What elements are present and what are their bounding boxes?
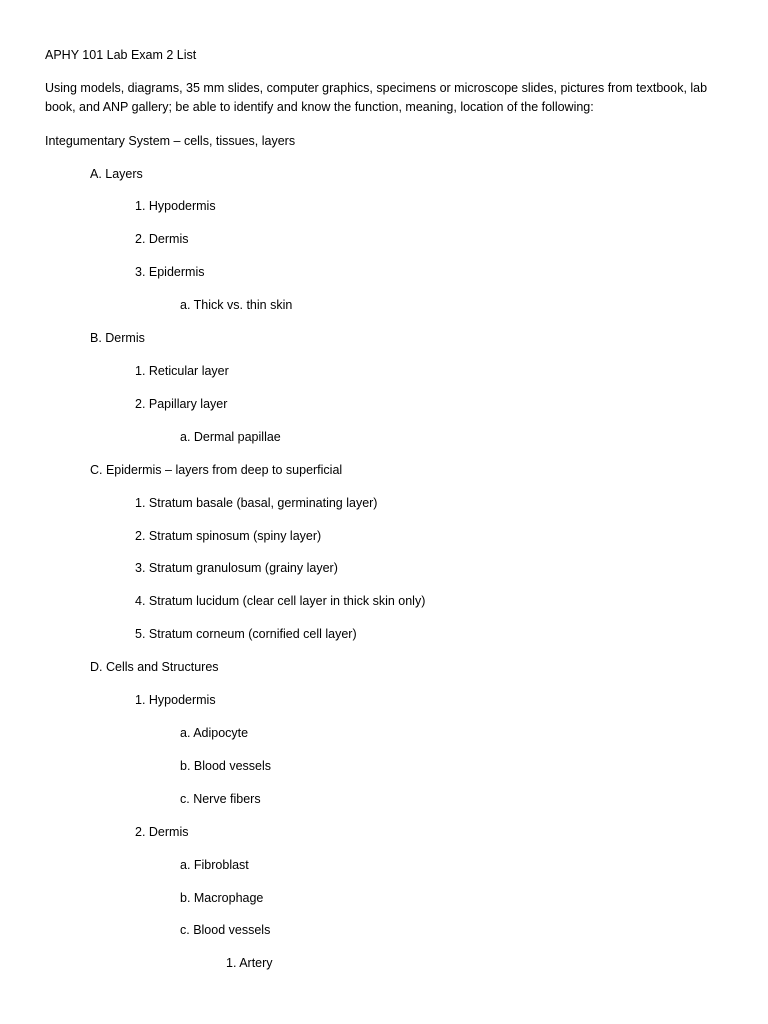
outline-item-stratum-lucidum: 4. Stratum lucidum (clear cell layer in thick skin only) [135, 594, 426, 608]
outline-item-epidermis-section: C. Epidermis – layers from deep to superficial [90, 463, 343, 477]
outline-item-stratum-corneum: 5. Stratum corneum (cornified cell layer) [135, 627, 357, 641]
outline-item-stratum-granulosum: 3. Stratum granulosum (grainy layer) [135, 561, 338, 575]
outline-item-stratum-basale: 1. Stratum basale (basal, germinating layer) [135, 496, 378, 510]
outline-item-blood-vessels-1: b. Blood vessels [180, 759, 272, 773]
outline-item-hypodermis-cells: 1. Hypodermis [135, 693, 216, 707]
outline-item-stratum-spinosum: 2. Stratum spinosum (spiny layer) [135, 529, 322, 543]
section-heading: Integumentary System – cells, tissues, layers [45, 134, 296, 148]
outline-item-adipocyte: a. Adipocyte [180, 726, 249, 740]
outline-item-epidermis: 3. Epidermis [135, 265, 205, 279]
outline-item-blood-vessels-2: c. Blood vessels [180, 923, 271, 937]
outline-item-hypodermis: 1. Hypodermis [135, 199, 216, 213]
outline-item-thick-thin-skin: a. Thick vs. thin skin [180, 298, 293, 312]
outline-item-dermis: 2. Dermis [135, 232, 189, 246]
document-title: APHY 101 Lab Exam 2 List [45, 48, 197, 62]
outline-item-dermis-section: B. Dermis [90, 331, 145, 345]
outline-item-cells-structures: D. Cells and Structures [90, 660, 219, 674]
outline-item-nerve-fibers: c. Nerve fibers [180, 792, 261, 806]
outline-item-artery: 1. Artery [226, 956, 273, 970]
outline-item-reticular-layer: 1. Reticular layer [135, 364, 229, 378]
outline-item-fibroblast: a. Fibroblast [180, 858, 249, 872]
outline-item-dermal-papillae: a. Dermal papillae [180, 430, 281, 444]
outline-item-layers: A. Layers [90, 167, 143, 181]
outline-item-papillary-layer: 2. Papillary layer [135, 397, 228, 411]
intro-paragraph: Using models, diagrams, 35 mm slides, computer graphics, specimens or microscope slides, pictures from textbook, lab book, and ANP gallery; be able to identify and know the function, meaning, location of the following: [45, 81, 708, 114]
outline-item-macrophage: b. Macrophage [180, 891, 264, 905]
outline-item-dermis-cells: 2. Dermis [135, 825, 189, 839]
